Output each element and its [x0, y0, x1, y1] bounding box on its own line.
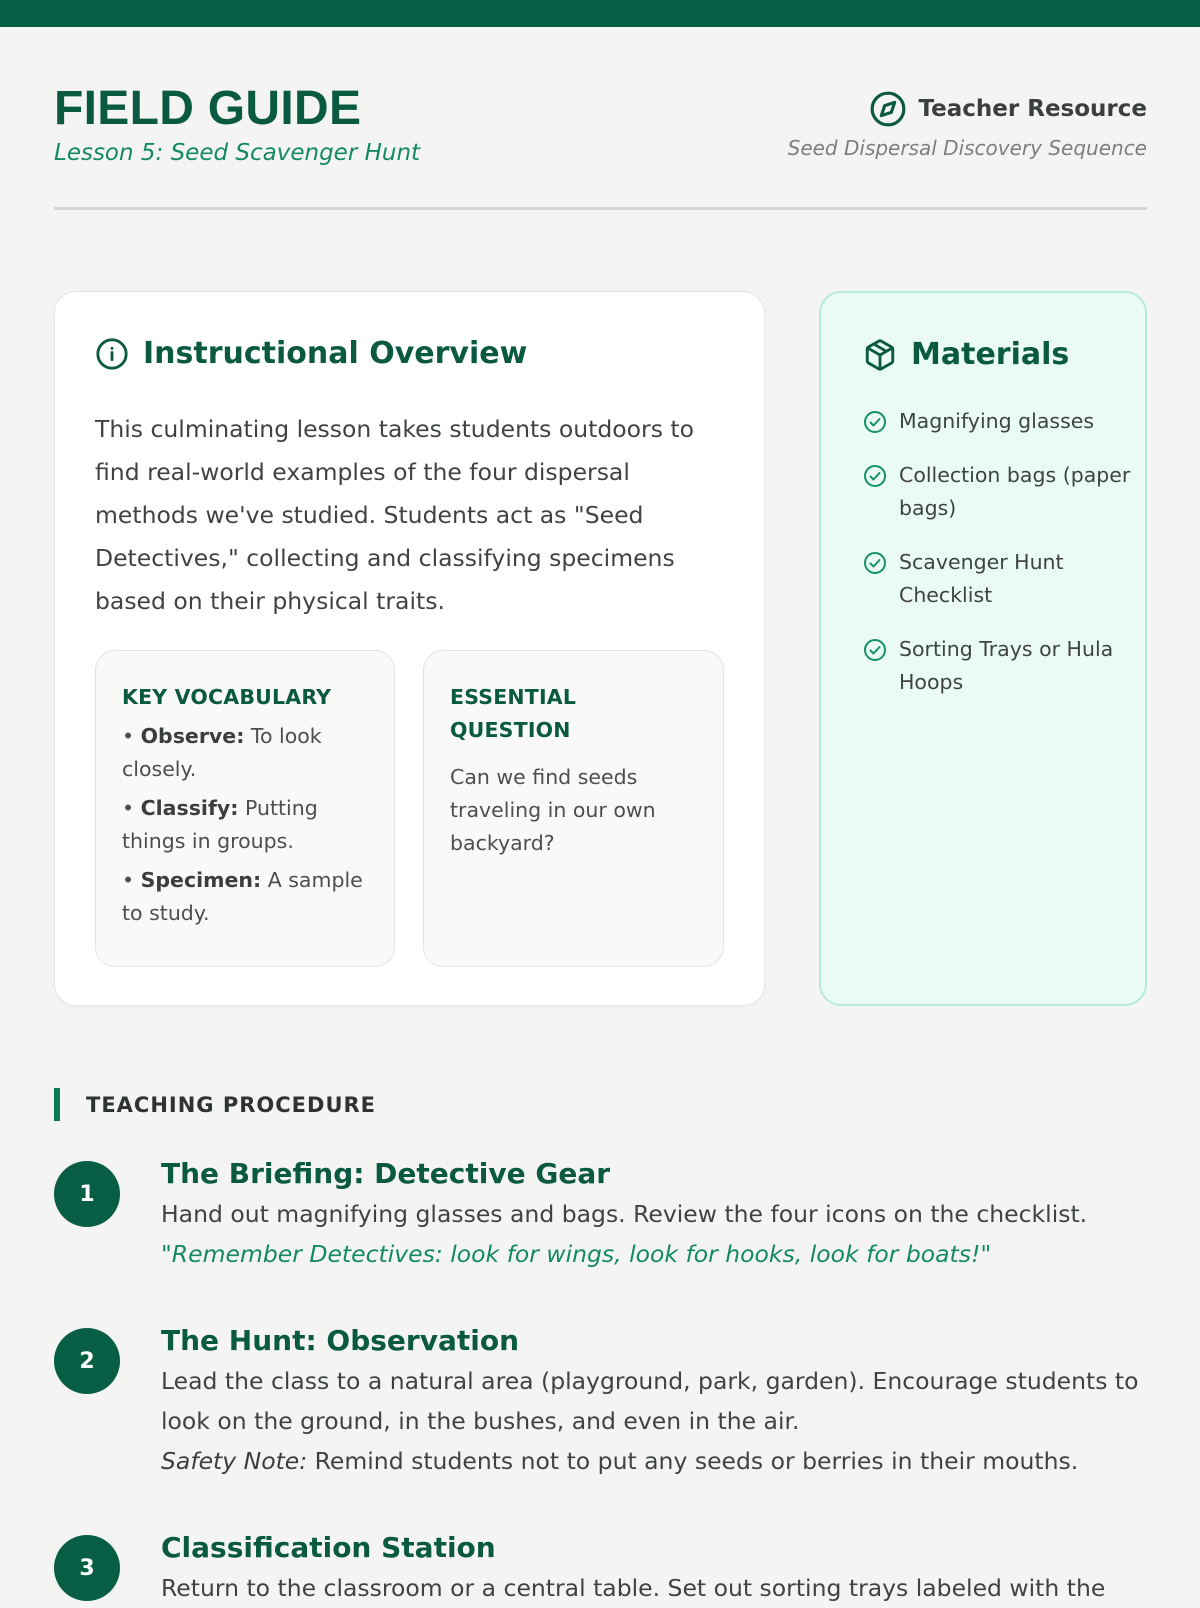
info-icon	[95, 337, 129, 371]
material-label: Magnifying glasses	[899, 409, 1095, 433]
section-accent-bar	[54, 1088, 60, 1121]
package-icon	[863, 338, 897, 372]
overview-description: This culminating lesson takes students outdoors to find real-world examples of the four dispersal methods we've studied. Students act as "Seed Detectives," collecting and classifying specimens based on their physical traits.	[95, 415, 695, 615]
step-body	[161, 1324, 1147, 1481]
step-title: The Hunt: Observation	[161, 1324, 520, 1357]
essential-question-box	[423, 650, 724, 967]
header-divider	[54, 207, 1147, 210]
step-body	[161, 1531, 1147, 1608]
safety-text: Remind students not to put any seeds or berries in their mouths.	[307, 1447, 1079, 1475]
compass-icon	[869, 90, 907, 128]
material-label: Sorting Trays or Hula Hoops	[899, 637, 1114, 694]
vocab-term: Classify:	[140, 796, 239, 820]
step-text: Hand out magnifying glasses and bags. Review the four icons on the checklist.	[161, 1200, 1088, 1228]
material-item	[863, 633, 1133, 699]
check-circle-icon	[863, 638, 887, 662]
question-heading: ESSENTIAL QUESTION	[450, 685, 577, 742]
materials-heading-text: Materials	[911, 337, 1070, 372]
header-meta	[788, 90, 1147, 160]
safety-label: Safety Note:	[161, 1447, 308, 1475]
teacher-resource-label	[788, 90, 1147, 128]
question-text: Can we find seeds traveling in our own backyard?	[450, 765, 656, 855]
materials-list	[863, 405, 1133, 720]
resource-text: Teacher Resource	[918, 96, 1147, 122]
material-item	[863, 459, 1133, 525]
lesson-subtitle: Lesson 5: Seed Scavenger Hunt	[54, 140, 421, 166]
sequence-name: Seed Dispersal Discovery Sequence	[787, 136, 1147, 160]
top-accent-bar	[0, 0, 1200, 27]
step-text: Lead the class to a natural area (playground, park, garden). Encourage students to look on the ground, in the bushes, and even in the air.	[161, 1367, 1139, 1435]
materials-heading	[863, 337, 1069, 372]
safety-note	[161, 1441, 1147, 1481]
step-title: The Briefing: Detective Gear	[161, 1157, 611, 1190]
check-circle-icon	[863, 551, 887, 575]
step-quote: "Remember Detectives: look for wings, look for hooks, look for boats!"	[161, 1240, 992, 1268]
material-label: Collection bags (paper bags)	[899, 463, 1131, 520]
vocabulary-heading: KEY VOCABULARY	[122, 685, 332, 709]
vocab-definition: To look closely.	[122, 724, 322, 781]
instructional-overview-card	[54, 291, 765, 1006]
vocab-definition: Putting things in groups.	[122, 796, 318, 853]
overview-heading-text: Instructional Overview	[143, 336, 528, 371]
procedure-label-text: TEACHING PROCEDURE	[86, 1092, 377, 1117]
materials-card	[819, 291, 1147, 1006]
procedure-section-label	[54, 1088, 376, 1121]
vocab-term: Specimen:	[140, 868, 262, 892]
step-number: 1	[54, 1161, 120, 1227]
vocab-item: • Observe: To look closely.	[122, 724, 322, 781]
vocab-item: • Specimen: A sample to study.	[122, 868, 363, 925]
vocab-term: Observe:	[140, 724, 245, 748]
step-number: 2	[54, 1328, 120, 1394]
step-body	[161, 1157, 1147, 1274]
material-label: Scavenger Hunt Checklist	[899, 550, 1064, 607]
step-text: Return to the classroom or a central table. Set out sorting trays labeled with the	[161, 1574, 1106, 1602]
material-item	[863, 546, 1133, 612]
overview-heading	[95, 336, 527, 371]
page-header	[54, 82, 1147, 166]
step-title: Classification Station	[161, 1531, 496, 1564]
check-circle-icon	[863, 464, 887, 488]
page-title: FIELD GUIDE	[54, 82, 362, 135]
step-number: 3	[54, 1535, 120, 1601]
vocab-definition: A sample to study.	[122, 868, 363, 925]
material-item	[863, 405, 1133, 438]
check-circle-icon	[863, 410, 887, 434]
key-vocabulary-box	[95, 650, 395, 967]
vocab-item: • Classify: Putting things in groups.	[122, 796, 318, 853]
